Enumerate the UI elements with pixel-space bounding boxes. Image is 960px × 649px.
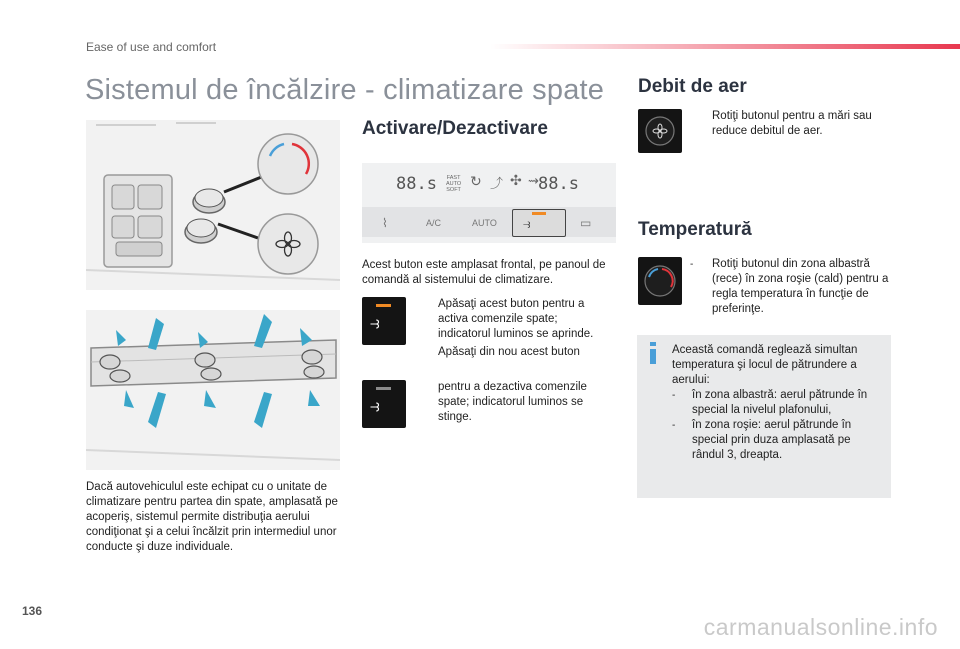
- mode-auto-label: AUTO: [446, 181, 462, 187]
- airflow-knob-thumbnail: [638, 109, 682, 153]
- dash-marker: -: [690, 259, 694, 270]
- rear-indicator-light: [532, 212, 546, 215]
- info-item-red: [672, 418, 882, 463]
- rear-defrost-button[interactable]: ▭: [580, 216, 592, 230]
- indicator-off-icon: [376, 387, 391, 390]
- fan-knob-icon: [638, 109, 682, 153]
- indicator-on-icon: [376, 304, 391, 307]
- rear-controls-button[interactable]: [512, 209, 566, 237]
- watermark: carmanualsonline.info: [703, 614, 938, 640]
- panel-mode-labels: [446, 175, 461, 193]
- section-label: Ease of use and comfort: [86, 40, 217, 54]
- front-control-panel: [362, 163, 616, 243]
- temperature-heading: Temperatură: [638, 219, 752, 240]
- dash-marker: -: [672, 420, 676, 431]
- fan-icon: ✣: [510, 172, 522, 188]
- rear-button-off-thumbnail: [362, 380, 406, 428]
- info-intro: Această comandă reglează simultan temperatura şi locul de pătrundere a aerului:: [672, 344, 858, 386]
- airflow-heading: Debit de aer: [638, 76, 747, 97]
- bullet-icon: [694, 109, 712, 139]
- rear-air-icon: ⥽: [370, 313, 380, 332]
- mode-fast-label: FAST: [446, 175, 461, 181]
- bullet-icon: [420, 345, 438, 360]
- header-accent-bar: [490, 44, 960, 49]
- dash-marker: -: [672, 390, 676, 401]
- step-deactivate: [420, 345, 610, 360]
- ac-button[interactable]: A/C: [426, 218, 442, 228]
- step-deactivate-text: Apăsaţi din nou acest buton: [438, 346, 580, 358]
- step-deactivate-continued: pentru a dezactiva comenzile spate; indicatorul luminos se stinge.: [438, 381, 587, 423]
- temperature-step: [690, 257, 890, 317]
- info-icon: [648, 342, 658, 364]
- temperature-text: Rotiţi butonul din zona albastră (rece) în zona roşie (cald) pentru a regla temperatura în funcţie de preferinţe.: [712, 258, 889, 315]
- rear-air-icon: ⥽: [523, 216, 531, 231]
- vent-direction-icon: ⤴: [490, 176, 504, 191]
- panel-display-right: 88.s: [538, 174, 579, 194]
- step-activate-text: Apăsaţi acest buton pentru a activa comenzile spate; indicatorul luminos se aprinde.: [438, 298, 594, 340]
- temperature-knob-thumbnail: [638, 257, 682, 305]
- temperature-knob-icon: [638, 257, 682, 305]
- page-title: Sistemul de încălzire - climatizare spate: [85, 74, 605, 106]
- roof-console-illustration: [86, 120, 340, 290]
- mode-soft-label: SOFT: [446, 187, 461, 193]
- auto-button[interactable]: AUTO: [472, 218, 497, 228]
- activation-heading: Activare/Dezactivare: [362, 118, 548, 139]
- airflow-step: [694, 109, 890, 139]
- panel-display-left: 88.s: [396, 174, 437, 194]
- intro-text: Dacă autovehiculul este echipat cu o unitate de climatizare pentru partea din spate, amplasată pe acoperiş, sistemul permite distribuţia aerului condiţionat şi a celui încălzit prin intermediul unor conducte şi duze individuale.: [86, 481, 338, 553]
- info-item-red-text: în zona roşie: aerul pătrunde în special prin duza amplasată pe rândul 3, dreapta.: [692, 419, 852, 461]
- airflow-text: Rotiţi butonul pentru a mări sau reduce debitul de aer.: [712, 110, 872, 137]
- panel-intro-text: Acest buton este amplasat frontal, pe panoul de comandă al sistemului de climatizare.: [362, 259, 606, 286]
- bullet-icon: [420, 297, 438, 342]
- info-content: [672, 343, 882, 463]
- front-defrost-button[interactable]: ⌇: [382, 216, 388, 230]
- roof-vents-illustration: [86, 310, 340, 470]
- rear-button-on-thumbnail: [362, 297, 406, 345]
- recirculation-icon: ↻: [470, 173, 482, 189]
- info-item-blue-text: în zona albastră: aerul pătrunde în special la nivelul plafonului,: [692, 389, 868, 416]
- info-item-blue: [672, 388, 882, 418]
- rear-air-icon: ⥽: [370, 396, 380, 415]
- seat-air-icon: ⇝: [528, 173, 539, 188]
- page-number: 136: [22, 604, 43, 618]
- step-activate: [420, 297, 610, 342]
